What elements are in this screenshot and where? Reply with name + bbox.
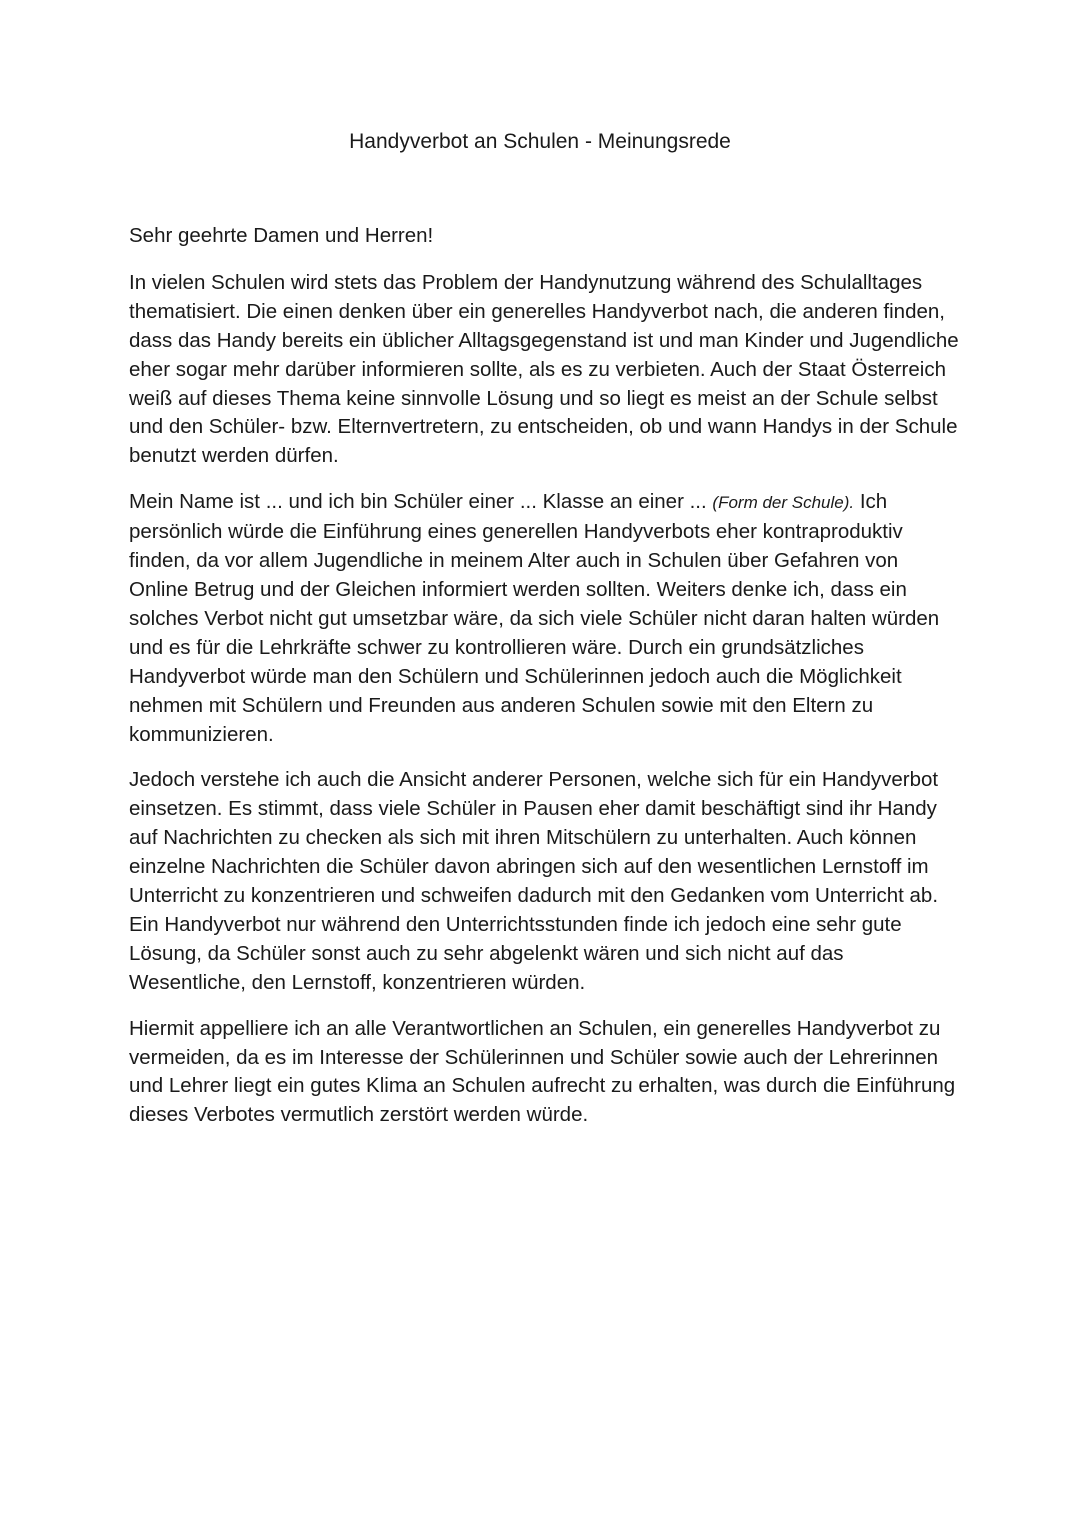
paragraph-2-start: Mein Name ist ... und ich bin Schüler einer ... Klasse an einer ...: [129, 490, 707, 514]
school-type-note: (Form der Schule).: [712, 493, 855, 513]
document-title: Handyverbot an Schulen - Meinungsrede: [349, 130, 731, 153]
paragraph-counterargument: Jedoch verstehe ich auch die Ansicht anderer Personen, welche sich für ein Handyverbot einsetzen. Es stimmt, dass viele Schüler in Pausen eher damit beschäftigt sind ihr Handy auf Nachrichten zu checken als sich mit ihren Mitschülern zu unterhalten. Auch können einzelne Nachrichten die Schüler davon abringen sich auf den wesentlichen Lernstoff im Unterricht zu konzentrieren und schweifen dadurch mit den Gedanken vom Unterricht ab. Ein Handyverbot nur während den Unterrichtsstunden finde ich jedoch eine sehr gute Lösung, da Schüler sonst auch zu sehr abgelenkt wären und sich nicht auf das Wesentliche, den Lernstoff, konzentrieren würden.: [129, 768, 939, 994]
paragraph-2-rest: Ich persönlich würde die Einführung eines generellen Handyverbots eher kontraproduktiv finden, da vor allem Jugendliche in meinem Alter auch in Schulen über Gefahren von Online Betrug und der Gleichen informiert werden sollten. Weiters denke ich, dass ein solches Verbot nicht gut umsetzbar wäre, da sich viele Schüler nicht daran halten würden und es für die Lehrkräfte schwer zu kontrollieren wäre. Durch ein grundsätzliches Handyverbot würde man den Schülern und Schülerinnen jedoch auch die Möglichkeit nehmen mit Schülern und Freunden aus anderen Schulen sowie mit den Eltern zu kommunizieren.: [129, 490, 940, 746]
paragraph-personal-opinion: [129, 488, 959, 749]
paragraph-appeal: Hiermit appelliere ich an alle Verantwortlichen an Schulen, ein generelles Handyverbot zu vermeiden, da es im Interesse der Schülerinnen und Schüler sowie auch der Lehrerinnen und Lehrer liegt ein gutes Klima an Schulen aufrecht zu erhalten, was durch die Einführung dieses Verbotes vermutlich zerstört werden würde.: [129, 1016, 956, 1127]
paragraph-introduction: In vielen Schulen wird stets das Problem der Handynutzung während des Schulalltages thematisiert. Die einen denken über ein generelles Handyverbot nach, die anderen finden, dass das Handy bereits ein üblicher Alltagsgegenstand ist und man Kinder und Jugendliche eher sogar mehr darüber informieren sollte, als es zu verbieten. Auch der Staat Österreich weiß auf dieses Thema keine sinnvolle Lösung und so liegt es meist an der Schule selbst und den Schüler- bzw. Elternvertretern, zu entscheiden, ob und wann Handys in der Schule benutzt werden dürfen.: [129, 270, 959, 468]
salutation: Sehr geehrte Damen und Herren!: [129, 224, 434, 247]
document-body: [129, 222, 959, 1147]
